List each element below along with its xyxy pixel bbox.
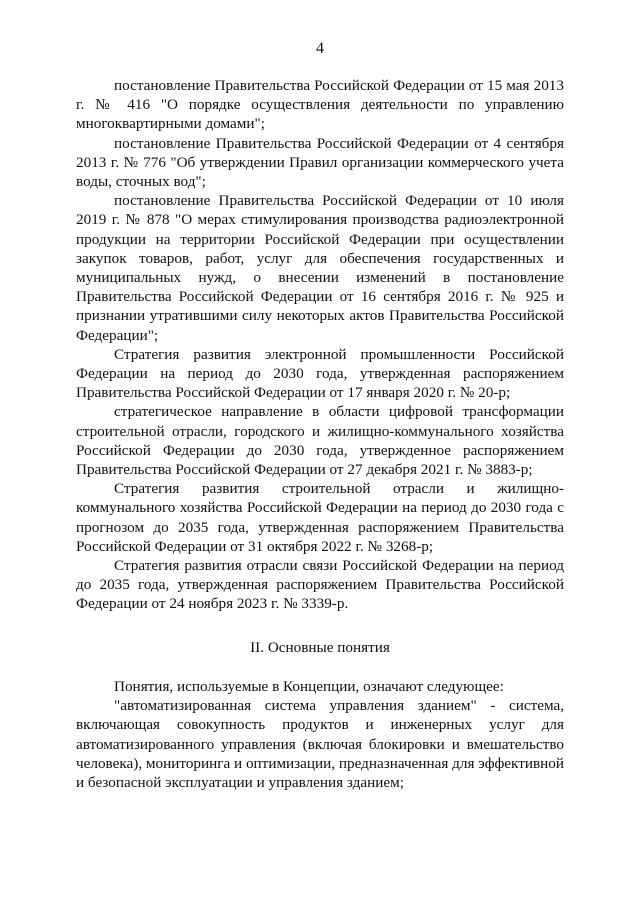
list-item: Стратегия развития отрасли связи Российской Федерации на период до 2035 года, утвержденная распоряжением Правительства Российской Федерации от 24 ноября 2023 г. № 3339-р.	[76, 557, 564, 613]
list-item: стратегическое направление в области цифровой трансформации строительной отрасли, городского и жилищно-коммунального хозяйства Российской Федерации до 2030 года, утвержденное распоряжением Правительства Российской Федерации от 27 декабря 2021 г. № 3883-р;	[76, 403, 564, 479]
definition-paragraph: "автоматизированная система управления зданием" - система, включающая совокупность продуктов и инженерных услуг для автоматизированного управления (включая блокировки и вмешательство человека), мониторинга и оптимизации, предназначенная для эффективной и безопасной эксплуатации и управления зданием;	[76, 697, 564, 791]
document-body	[76, 76, 564, 792]
list-item: постановление Правительства Российской Федерации от 4 сентября 2013 г. № 776 "Об утверждении Правил организации коммерческого учета воды, сточных вод";	[76, 134, 564, 191]
list-item: Стратегия развития строительной отрасли и жилищно-коммунального хозяйства Российской Федерации на период до 2030 года с прогнозом до 2035 года, утвержденная распоряжением Правительства Российской Федерации от 31 октября 2022 г. № 3268-р;	[76, 480, 564, 555]
list-item: постановление Правительства Российской Федерации от 15 мая 2013 г. № 416 "О порядке осуществления деятельности по управлению многоквартирными домами";	[76, 77, 564, 133]
list-item: постановление Правительства Российской Федерации от 10 июля 2019 г. № 878 "О мерах стимулирования производства радиоэлектронной продукции на территории Российской Федерации при осуществлении закупок товаров, работ, услуг для обеспечения государственных и муниципальных нужд, о внесении изменений в постановление Правительства Российской Федерации от 16 сентября 2016 г. № 925 и признании утратившими силу некоторых актов Правительства Российской Федерации";	[76, 192, 564, 344]
page-number: 4	[316, 40, 324, 57]
list-item: Стратегия развития электронной промышленности Российской Федерации на период до 2030 года, утвержденная распоряжением Правительства Российской Федерации от 17 января 2020 г. № 20-р;	[76, 345, 564, 402]
section-intro: Понятия, используемые в Концепции, означают следующее:	[114, 677, 504, 695]
section-heading: II. Основные понятия	[250, 638, 390, 656]
